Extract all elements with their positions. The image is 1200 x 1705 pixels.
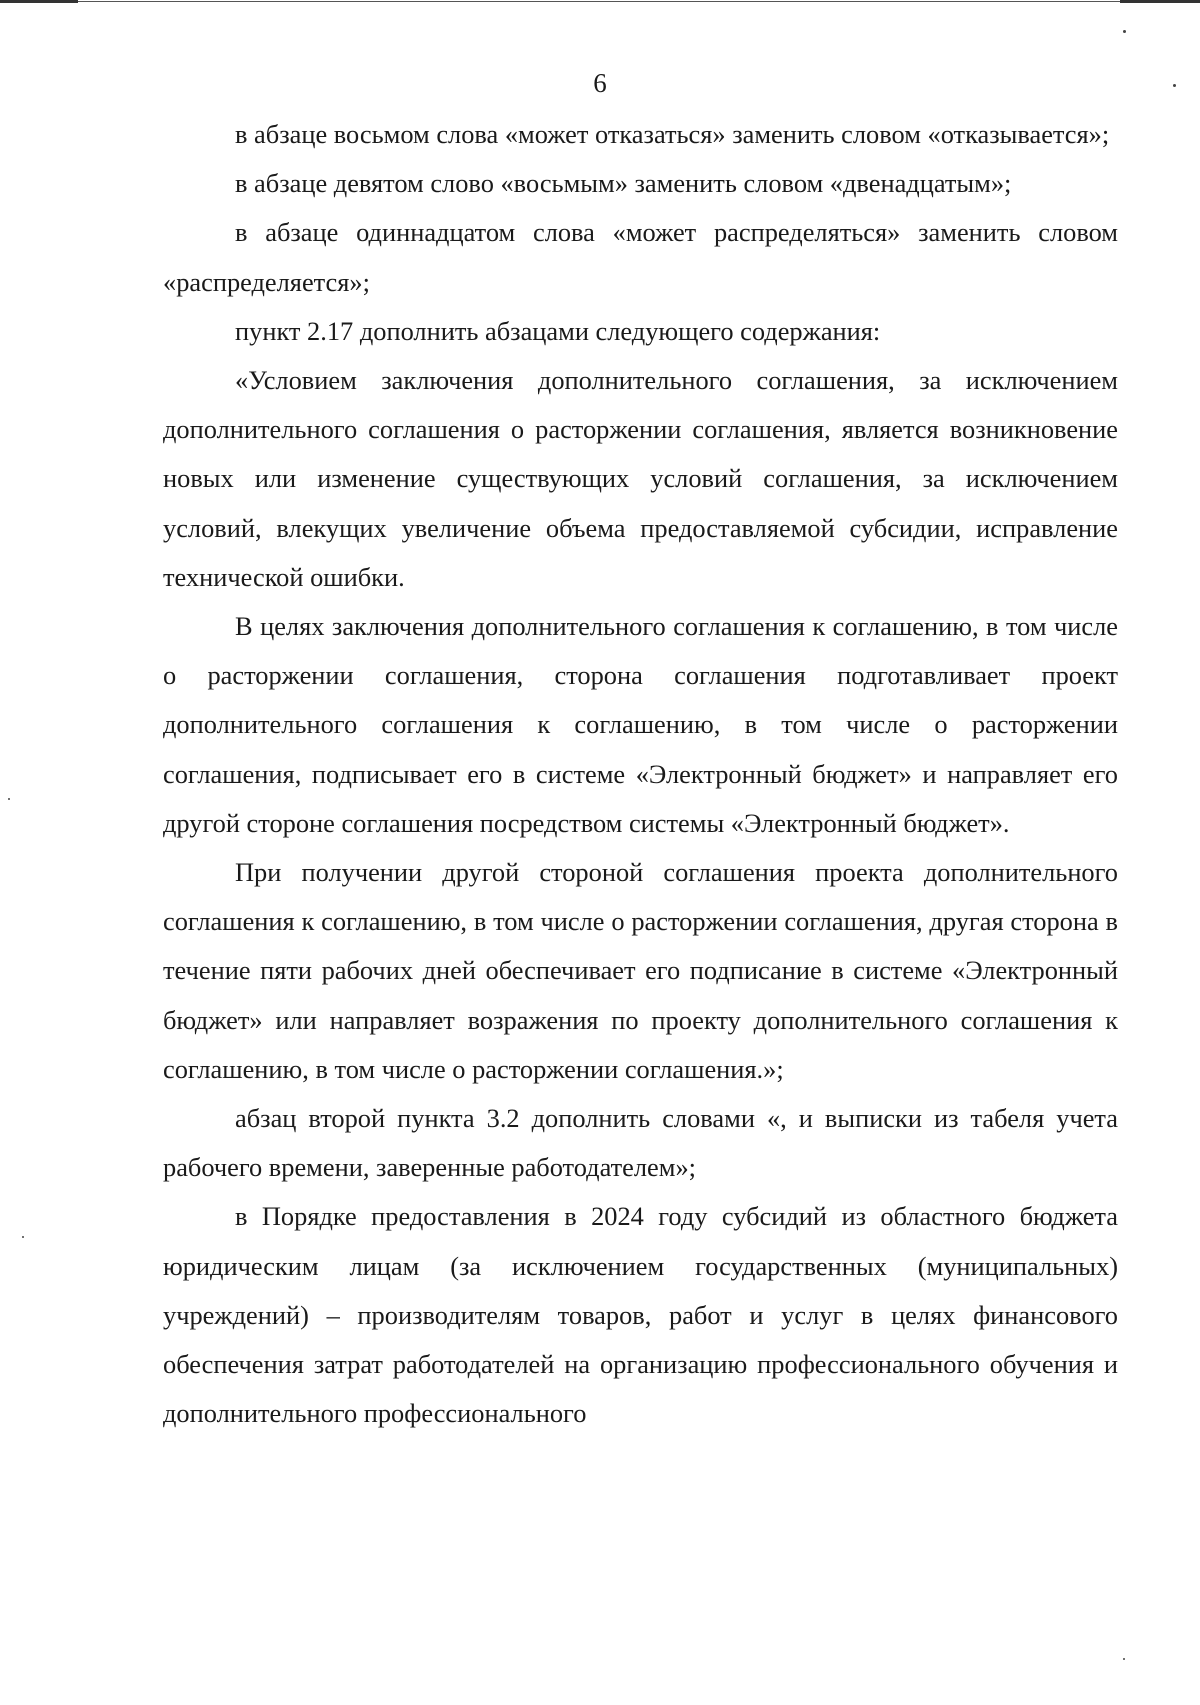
document-body xyxy=(163,110,1118,1438)
page-number: 6 xyxy=(593,68,607,98)
top-border xyxy=(78,1,1120,2)
paragraph: в Порядке предоставления в 2024 году субсидий из областного бюджета юридическим лицам (за исключением государственных (муниципальных) учреждений) – производителям товаров, работ и услуг в целях финансового обеспечения затрат работодателей на организацию профессионального обучения и дополнительного профессионального xyxy=(163,1201,1118,1429)
paragraph: в абзаце восьмом слова «может отказаться» заменить словом «отказывается»; xyxy=(235,119,1110,149)
paragraph: в абзаце девятом слово «восьмым» заменить словом «двенадцатым»; xyxy=(235,168,1012,199)
paragraph: В целях заключения дополнительного соглашения к соглашению, в том числе о расторжении соглашения, сторона соглашения подготавливает проект дополнительного соглашения к соглашению, в том числе о расторжении соглашения, подписывает его в системе «Электронный бюджет» и направляет его другой стороне соглашения посредством системы «Электронный бюджет». xyxy=(163,611,1118,838)
paragraph: «Условием заключения дополнительного соглашения, за исключением дополнительного соглашения о расторжении соглашения, является возникновение новых или изменение существующих условий соглашения, за исключением условий, влекущих увеличение объема предоставляемой субсидии, исправление технической ошибки. xyxy=(163,365,1118,592)
paragraph: абзац второй пункта 3.2 дополнить словами «, и выписки из табеля учета рабочего времени, заверенные работодателем»; xyxy=(163,1103,1118,1183)
paragraph: в абзаце одиннадцатом слова «может распределяться» заменить словом «распределяется»; xyxy=(163,217,1118,297)
top-border-left xyxy=(0,0,78,3)
paragraph: При получении другой стороной соглашения проекта дополнительного соглашения к соглашению, в том числе о расторжении соглашения, другая сторона в течение пяти рабочих дней обеспечивает его подписание в системе «Электронный бюджет» или направляет возражения по проекту дополнительного соглашения к соглашению, в том числе о расторжении соглашения.»; xyxy=(163,857,1118,1084)
scan-speck xyxy=(22,1236,24,1238)
scan-speck xyxy=(8,798,10,800)
paragraph: пункт 2.17 дополнить абзацами следующего содержания: xyxy=(235,315,881,346)
scan-speck xyxy=(1123,30,1126,33)
scan-speck xyxy=(1123,1658,1125,1660)
top-border-right xyxy=(1120,0,1200,3)
